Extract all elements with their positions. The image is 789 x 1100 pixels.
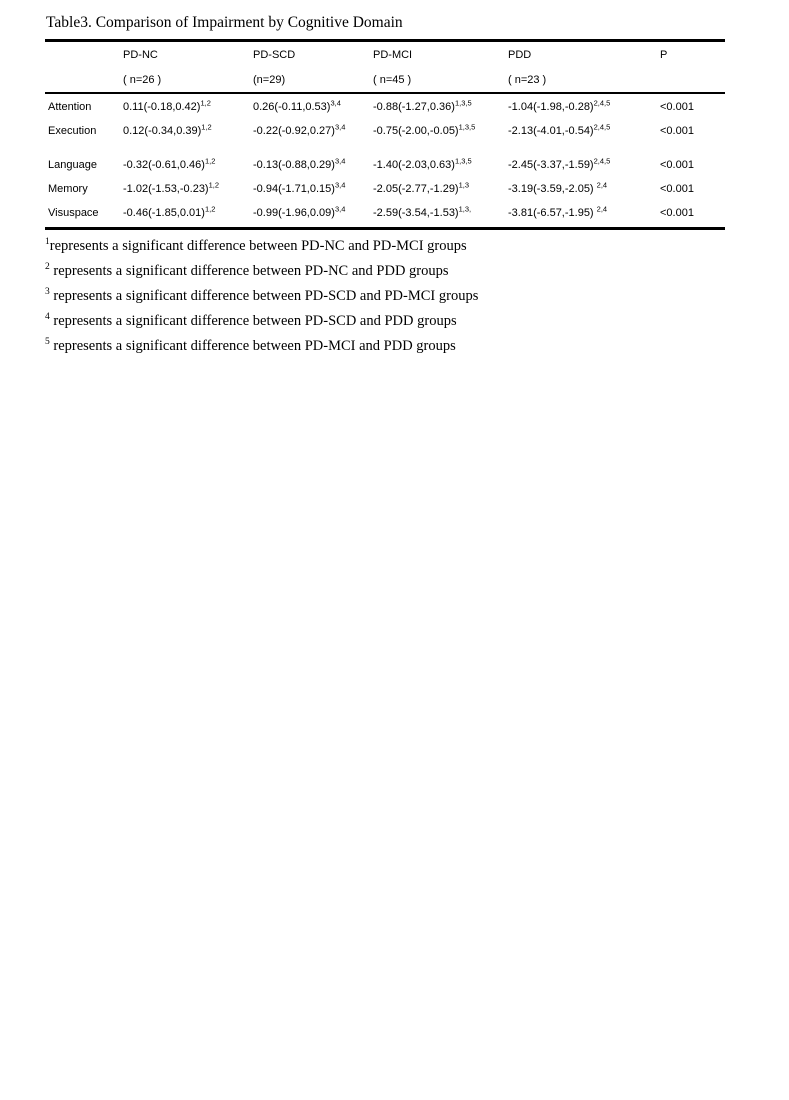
footnote-3 [45,284,725,309]
table-cell [373,204,508,219]
footnote-superscript: 1 [45,237,50,248]
superscript-marker: 1,3, [458,204,472,214]
superscript-marker: 2,4 [596,180,608,190]
header-cell-pdscd: PD-SCD [253,48,296,61]
header-cell-pdnc: PD-NC [123,48,158,61]
table-row-visuspace [45,201,725,225]
table-cell [123,156,253,171]
superscript-marker: 1,2 [201,122,212,132]
superscript-marker: 1,3,5 [454,156,472,166]
table-cell [508,180,660,195]
cell-value: 0.11(-0.18,0.42) [123,101,201,113]
cell-value: -1.02(-1.53,-0.23) [123,183,209,195]
row-label: Language [48,159,97,171]
p-value-cell: <0.001 [660,125,694,137]
superscript-marker: 1,3,5 [458,122,476,132]
footnote-text: represents a significant difference between PD-NC and PDD groups [49,263,449,279]
footnote-superscript: 5 [45,337,50,348]
superscript-marker: 1,3 [458,180,470,190]
superscript-marker: 1,2 [200,98,211,108]
cell-value: -0.94(-1.71,0.15) [253,183,335,195]
cell-value: -2.05(-2.77,-1.29) [373,183,459,195]
superscript-marker: 3,4 [334,180,346,190]
table-cell [508,122,660,137]
header-row-group-names [45,42,725,67]
header-cell-pdmci: PD-MCI [373,48,413,61]
cell-value: -0.22(-0.92,0.27) [253,125,335,137]
header-row-sample-sizes [45,67,725,92]
cell-value: -2.13(-4.01,-0.54) [508,125,594,137]
superscript-marker: 3,4 [334,122,346,132]
table-cell [373,122,508,137]
p-value-cell: <0.001 [660,101,694,113]
table-cell [253,156,373,171]
footnote-superscript: 2 [45,262,50,273]
footnote-2 [45,259,725,284]
table-row-memory [45,177,725,201]
footnote-1 [45,234,725,259]
table-body [45,94,725,227]
table-row-attention [45,95,725,119]
cell-value: -2.59(-3.54,-1.53) [373,207,459,219]
header-cell-pdd: PDD [508,48,532,61]
cell-value: 0.12(-0.34,0.39) [123,125,202,137]
row-label: Visuspace [48,207,99,219]
p-value-cell: <0.001 [660,183,694,195]
row-label: Execution [48,125,97,137]
superscript-marker: 2,4,5 [593,156,611,166]
table-cell [373,98,508,113]
cell-value: -1.04(-1.98,-0.28) [508,101,594,113]
superscript-marker: 1,2 [204,156,216,166]
table-row-language [45,153,725,177]
footnote-superscript: 3 [45,287,50,298]
cell-value: -1.40(-2.03,0.63) [373,159,455,171]
p-value-cell: <0.001 [660,207,694,219]
p-value-cell: <0.001 [660,159,694,171]
row-label: Memory [48,183,88,195]
superscript-marker: 1,2 [204,204,216,214]
table-header [45,42,725,94]
table-cell [373,156,508,171]
header-n-pdmci: ( n=45 ) [373,73,412,86]
superscript-marker: 2,4,5 [593,98,611,108]
footnote-5 [45,334,725,359]
table-cell [123,98,253,113]
footnote-text: represents a significant difference between PD-SCD and PDD groups [49,313,457,329]
row-label: Attention [48,101,92,113]
table-footnotes [45,234,725,359]
superscript-marker: 3,4 [334,156,346,166]
superscript-marker: 3,4 [330,98,341,108]
cell-value: -0.32(-0.61,0.46) [123,159,205,171]
superscript-marker: 2,4 [596,204,608,214]
cell-value: -3.81(-6.57,-1.95) [508,207,597,219]
cell-value: -0.75(-2.00,-0.05) [373,125,459,137]
page-content [45,13,725,359]
table-cell [508,98,660,113]
cell-value: -0.46(-1.85,0.01) [123,207,205,219]
footnote-text: represents a significant difference between PD-NC and PD-MCI groups [49,238,467,254]
cognitive-domain-table [45,39,725,230]
superscript-marker: 2,4,5 [593,122,611,132]
superscript-marker: 1,3,5 [454,98,472,108]
table-cell [253,98,373,113]
table-cell [373,180,508,195]
cell-value: -2.45(-3.37,-1.59) [508,159,594,171]
table-cell [253,204,373,219]
header-n-pdnc: ( n=26 ) [123,73,162,86]
footnote-text: represents a significant difference between PD-MCI and PDD groups [49,338,456,354]
table-cell [508,156,660,171]
table-title: Table3. Comparison of Impairment by Cognitive Domain [46,14,403,31]
footnote-superscript: 4 [45,312,50,323]
table-row-execution [45,119,725,143]
cell-value: -0.13(-0.88,0.29) [253,159,335,171]
row-spacer [45,143,725,153]
footnote-4 [45,309,725,334]
cell-value: -0.99(-1.96,0.09) [253,207,335,219]
footnote-text: represents a significant difference between PD-SCD and PD-MCI groups [49,288,479,304]
header-n-pdd: ( n=23 ) [508,73,547,86]
cell-value: -3.19(-3.59,-2.05) [508,183,597,195]
table-cell [123,180,253,195]
cell-value: 0.26(-0.11,0.53) [253,101,331,113]
table-cell [123,204,253,219]
header-n-pdscd: (n=29) [253,73,286,86]
superscript-marker: 3,4 [334,204,346,214]
table-cell [253,122,373,137]
superscript-marker: 1,2 [208,180,220,190]
table-cell [508,204,660,219]
table-cell [123,122,253,137]
table-cell [253,180,373,195]
header-cell-p: P [660,48,668,61]
cell-value: -0.88(-1.27,0.36) [373,101,455,113]
